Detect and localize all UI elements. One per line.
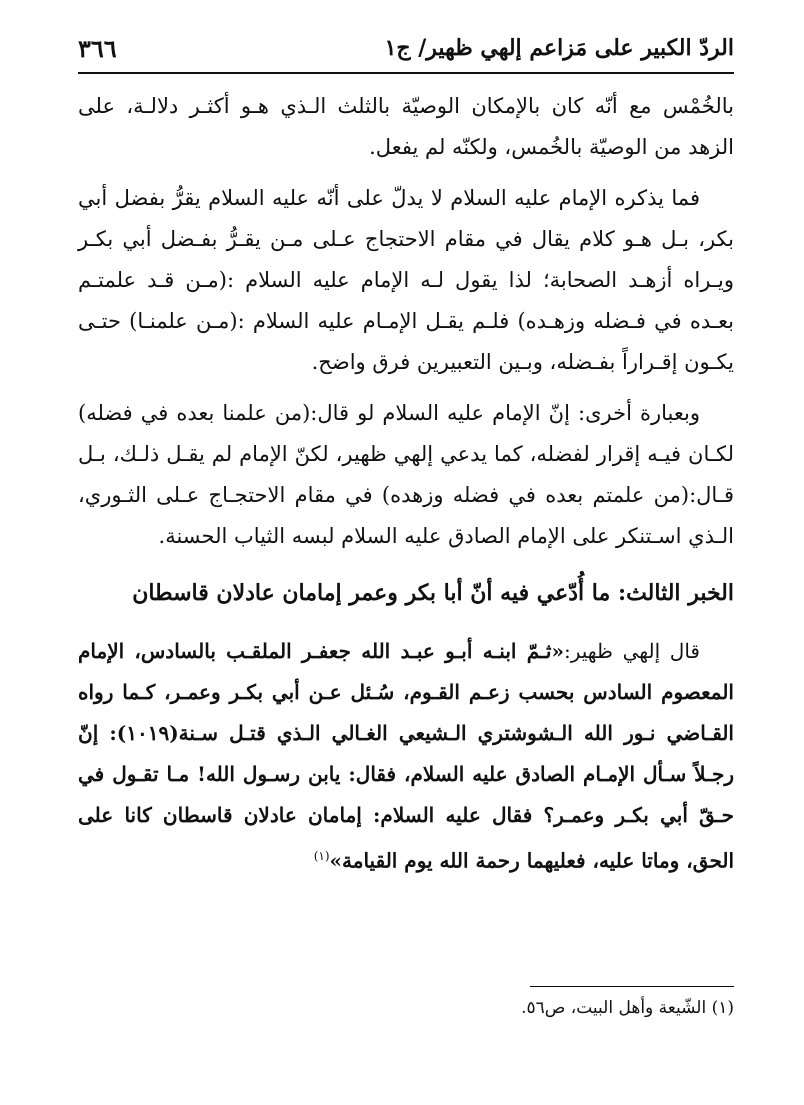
running-header: [78, 26, 734, 70]
section-title: ما أُدّعي فيه أنّ أبا بكر وعمر إمامان عادلان قاسطان: [132, 580, 611, 606]
paragraph-3: وبعبارة أخرى: إنّ الإمام عليه السلام لو قال:(من علمنا بعده في فضله) لكـان فيـه إقرار لفضله، كما يدعي إلهي ظهير، لكنّ الإمام لم يقـل ذلـك، بـل قـال:(من علمتم بعده في فضله وزهده) في مقام الاحتجـاج عـلى الثـوري، الـذي اسـتنكر على الإمام الصادق عليه السلام لبسه الثياب الحسنة.: [78, 401, 734, 548]
page-body: [78, 86, 734, 892]
quote-paragraph: [78, 631, 734, 882]
footnote-rule: [530, 986, 734, 987]
section-label: الخبر الثالث: [626, 580, 734, 606]
paragraph-2: فما يذكره الإمام عليه السلام لا يدلّ على أنّه عليه السلام يقرُّ بفضل أبي بكر، بـل هـو كلام يقال في مقام الاحتجاج عـلى مـن يقـرُّ بفـضل أبي بكـر ويـراه أزهـد الصحابة؛ لذا يقول لـه الإمام عليه السلام :(مـن قـد علمتـم بعـده في فـضله وزهـده) فلـم يقـل الإمـام عليه السلام :(مـن علمنـا) حتـى يكـون إقـراراً بفـضله، وبـين التعبيرين فرق واضح.: [78, 186, 734, 374]
quote-intro: قال إلهي ظهير:: [563, 639, 700, 663]
page-number: ٣٦٦: [78, 33, 117, 63]
quote-text: «ثـمّ ابنـه أبـو عبـد الله جعفـر الملقـب بالسادس، الإمام المعصوم السادس بحسب زعـم القـوم، سُـئل عـن أبي بكـر وعمـر، كـما رواه القـاضي نـور الله الـشوشتري الـشيعي الغـالي الـذي قتـل سـنة(١٠١٩): إنّ رجـلاً سـأل الإمـام الصادق عليه السلام، فقال: يابن رسـول الله! مـا تقـول في حـقّ أبي بكـر وعمـر؟ فقال عليه السلام: إمامان عادلان قاسطان كانا على الحق، وماتا عليه، فعليهما رحمة الله يوم القيامة»: [78, 639, 734, 873]
footnote: (١) الشّيعة وأهل البيت، ص٥٦.: [521, 998, 734, 1018]
header-rule: [78, 72, 734, 74]
section-heading: الخبر الثالث: ما أُدّعي فيه أنّ أبا بكر وعمر إمامان عادلان قاسطان: [132, 580, 734, 606]
paragraph-1: بالخُمْس مع أنّه كان بالإمكان الوصيّة بالثلث الـذي هـو أكثـر دلالـة، على الزهد من الوصيّة بالخُمس، ولكنّه لم يفعل.: [78, 94, 734, 159]
running-title: الردّ الكبير على مَزاعم إلهي ظهير/ ج١: [384, 35, 734, 61]
footnote-reference: (١): [313, 849, 330, 863]
